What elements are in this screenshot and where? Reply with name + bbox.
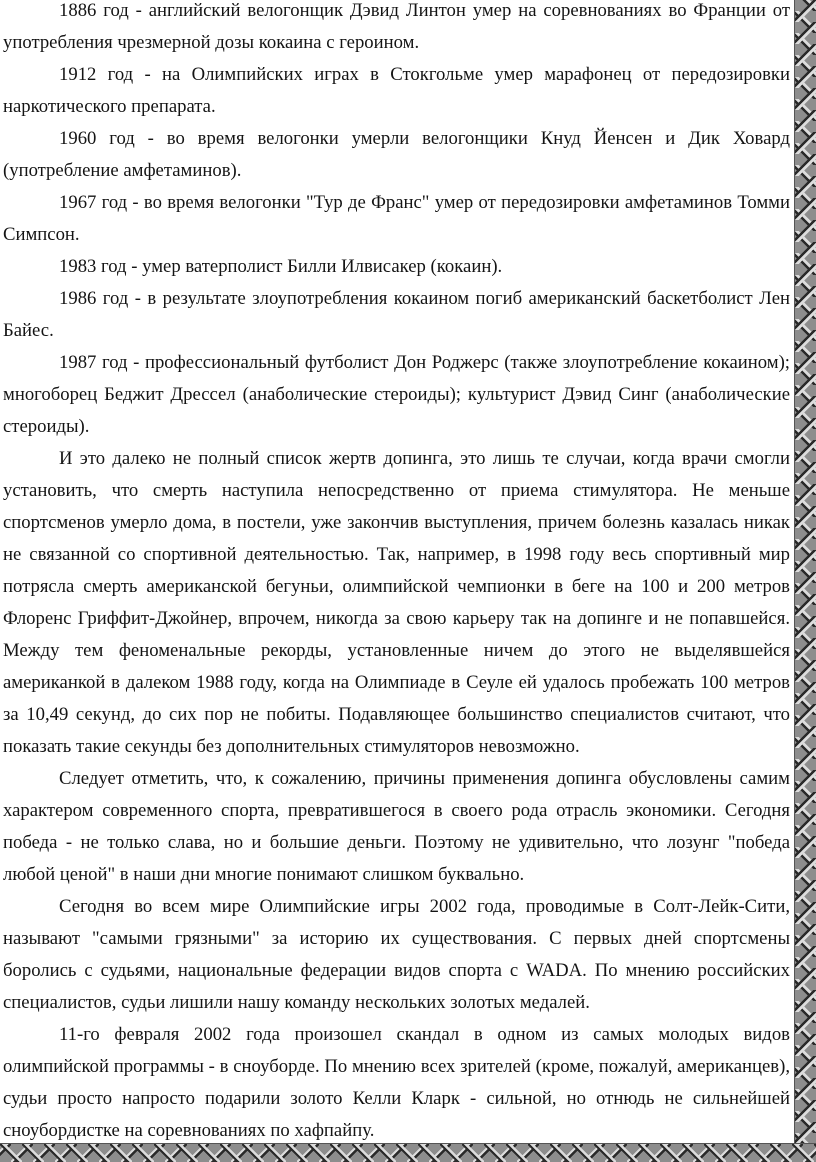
paragraph-1983: 1983 год - умер ватерполист Билли Илвисакер (кокаин). <box>59 256 503 277</box>
paragraph-1986: 1986 год - в результате злоупотребления кокаином погиб американский баскетболист Лен Байес. <box>3 288 790 341</box>
paragraph-olympics-2002: Сегодня во всем мире Олимпийские игры 2002 года, проводимые в Солт-Лейк-Сити, называют "самыми грязными" за историю их существования. С первых дней спортсмены боролись с судьями, национальные федерации видов спорта с WADA. По мнению российских специалистов, судьи лишили нашу команду нескольких золотых медалей. <box>3 896 790 1013</box>
paragraph-doping-victims: И это далеко не полный список жертв допинга, это лишь те случаи, когда врачи смогли установить, что смерть наступила непосредственно от приема стимулятора. Не меньше спортсменов умерло дома, в постели, уже закончив выступления, причем болезнь казалась никак не связанной со спортивной деятельностью. Так, например, в 1998 году весь спортивный мир потрясла смерть американской бегуньи, олимпийской чемпионки в беге на 100 и 200 метров Флоренс Гриффит-Джойнер, впрочем, никогда за свою карьеру так на допинге и не попавшейся. Между тем феноменальные рекорды, установленные ничем до этого не выделявшейся американкой в далеком 1988 году, когда на Олимпиаде в Сеуле ей удалось пробежать 100 метров за 10,49 секунд, до сих пор не побиты. Подавляющее большинство специалистов считают, что показать такие секунды без дополнительных стимуляторов невозможно. <box>3 448 790 757</box>
decorative-bottom-border <box>0 1143 816 1162</box>
paragraph-1967: 1967 год - во время велогонки "Тур де Франс" умер от передозировки амфетаминов Томми Симпсон. <box>3 192 790 245</box>
paragraph-1886: 1886 год - английский велогонщик Дэвид Линтон умер на соревнованиях во Франции от употребления чрезмерной дозы кокаина с героином. <box>3 0 790 53</box>
paragraph-1960: 1960 год - во время велогонки умерли велогонщики Кнуд Йенсен и Дик Ховард (употребление амфетаминов). <box>3 128 790 181</box>
paragraph-1987: 1987 год - профессиональный футболист Дон Роджерс (также злоупотребление кокаином); многоборец Беджит Дрессел (анаболические стероиды); культурист Дэвид Синг (анаболические стероиды). <box>3 352 790 437</box>
paragraph-snowboard-scandal: 11-го февраля 2002 года произошел скандал в одном из самых молодых видов олимпийской программы - в сноуборде. По мнению всех зрителей (кроме, пожалуй, американцев), судьи просто напросто подарили золото Келли Кларк - сильной, но отнюдь не сильнейшей сноубордистке на соревнованиях по хафпайпу. <box>3 1024 790 1141</box>
paragraph-1912: 1912 год - на Олимпийских играх в Стокгольме умер марафонец от передозировки наркотического препарата. <box>3 64 790 117</box>
decorative-right-border <box>794 0 816 1161</box>
paragraph-causes: Следует отметить, что, к сожалению, причины применения допинга обусловлены самим характером современного спорта, превратившегося в своего рода отрасль экономики. Сегодня победа - не только слава, но и большие деньги. Поэтому не удивительно, что лозунг "победа любой ценой" в наши дни многие понимают слишком буквально. <box>3 768 790 885</box>
